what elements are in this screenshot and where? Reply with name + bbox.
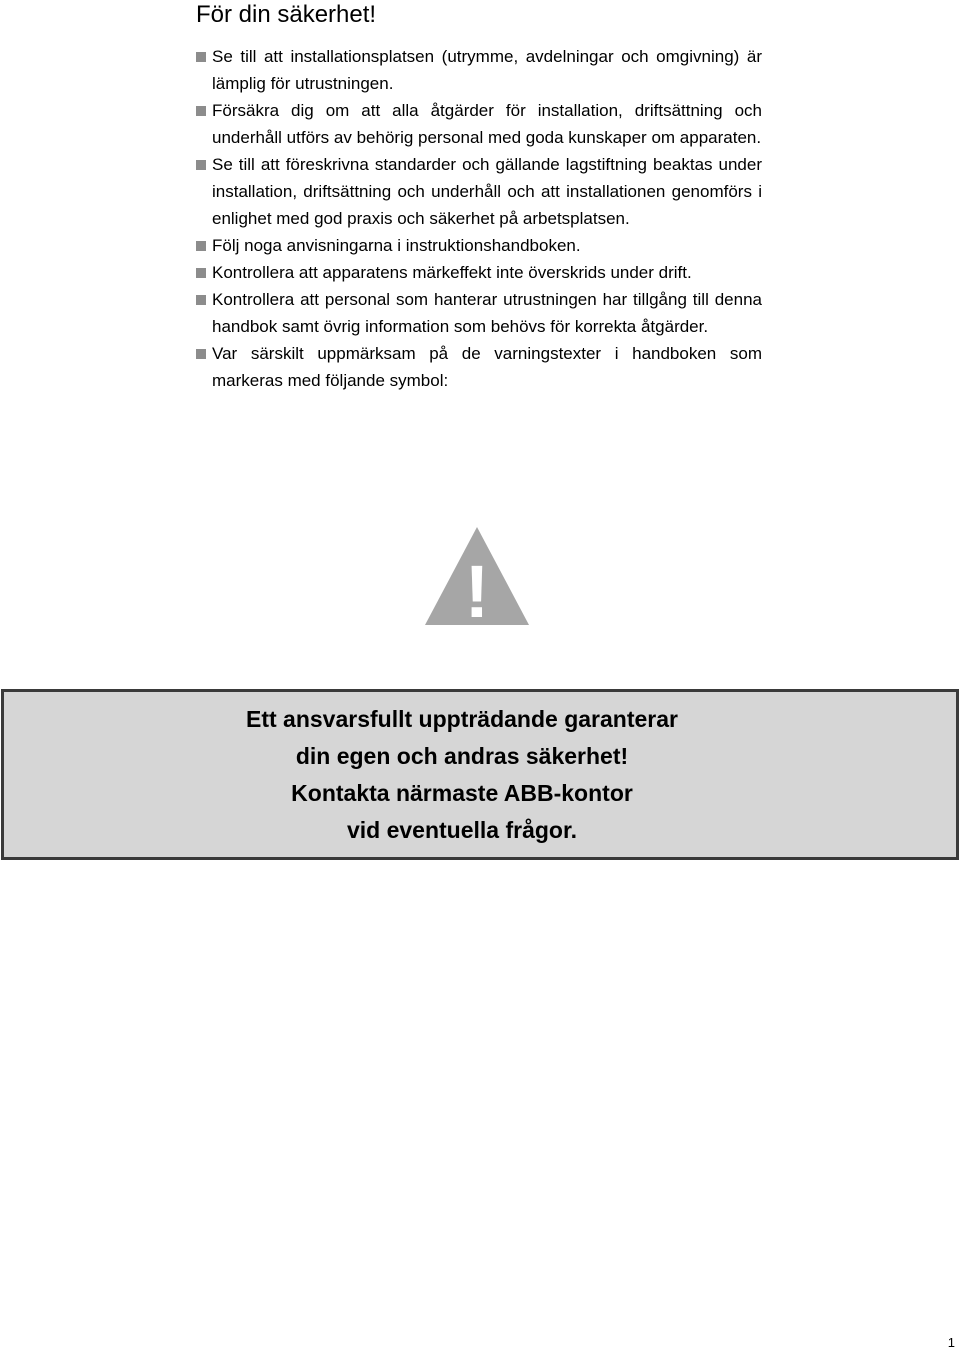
square-bullet-icon (196, 52, 206, 62)
list-item-text: Var särskilt uppmärksam på de varningstexter i handboken som markeras med följande symbol: (212, 344, 762, 390)
info-box-line: Ett ansvarsfullt uppträdande garanterar (246, 705, 678, 732)
list-item (196, 259, 762, 286)
square-bullet-icon (196, 268, 206, 278)
list-item-text: Kontrollera att personal som hanterar utrustningen har tillgång till denna handbok samt övrig information som behövs för korrekta åtgärder. (212, 290, 762, 336)
list-item-text: Se till att installationsplatsen (utrymme, avdelningar och omgivning) är lämplig för utrustningen. (212, 47, 762, 93)
list-item (196, 151, 762, 232)
square-bullet-icon (196, 349, 206, 359)
list-item (196, 43, 762, 97)
square-bullet-icon (196, 106, 206, 116)
list-item-text: Se till att föreskrivna standarder och gällande lagstiftning beaktas under installation, driftsättning och underhåll och att installationen genomförs i enlighet med god praxis och säkerhet på arbetsplatsen. (212, 155, 762, 228)
info-box-line: vid eventuella frågor. (346, 816, 578, 843)
page-number: 1 (947, 1335, 955, 1350)
list-item-text: Följ noga anvisningarna i instruktionshandboken. (212, 236, 581, 255)
info-box-line: Kontakta närmaste ABB-kontor (291, 779, 633, 806)
square-bullet-icon (196, 295, 206, 305)
exclamation-mark: ! (464, 550, 490, 627)
square-bullet-icon (196, 160, 206, 170)
list-item-text: Försäkra dig om att alla åtgärder för installation, driftsättning och underhåll utförs av behörig personal med goda kunskaper om apparaten. (212, 101, 762, 147)
list-item (196, 286, 762, 340)
list-item (196, 340, 762, 394)
safety-reminder-box (1, 689, 959, 860)
list-item-text: Kontrollera att apparatens märkeffekt inte överskrids under drift. (212, 263, 692, 282)
warning-triangle-icon (423, 525, 531, 627)
list-item (196, 232, 762, 259)
safety-instructions-list (196, 43, 762, 394)
square-bullet-icon (196, 241, 206, 251)
info-box-line: din egen och andras säkerhet! (295, 742, 629, 769)
page-title: För din säkerhet! (196, 1, 377, 28)
list-item (196, 97, 762, 151)
